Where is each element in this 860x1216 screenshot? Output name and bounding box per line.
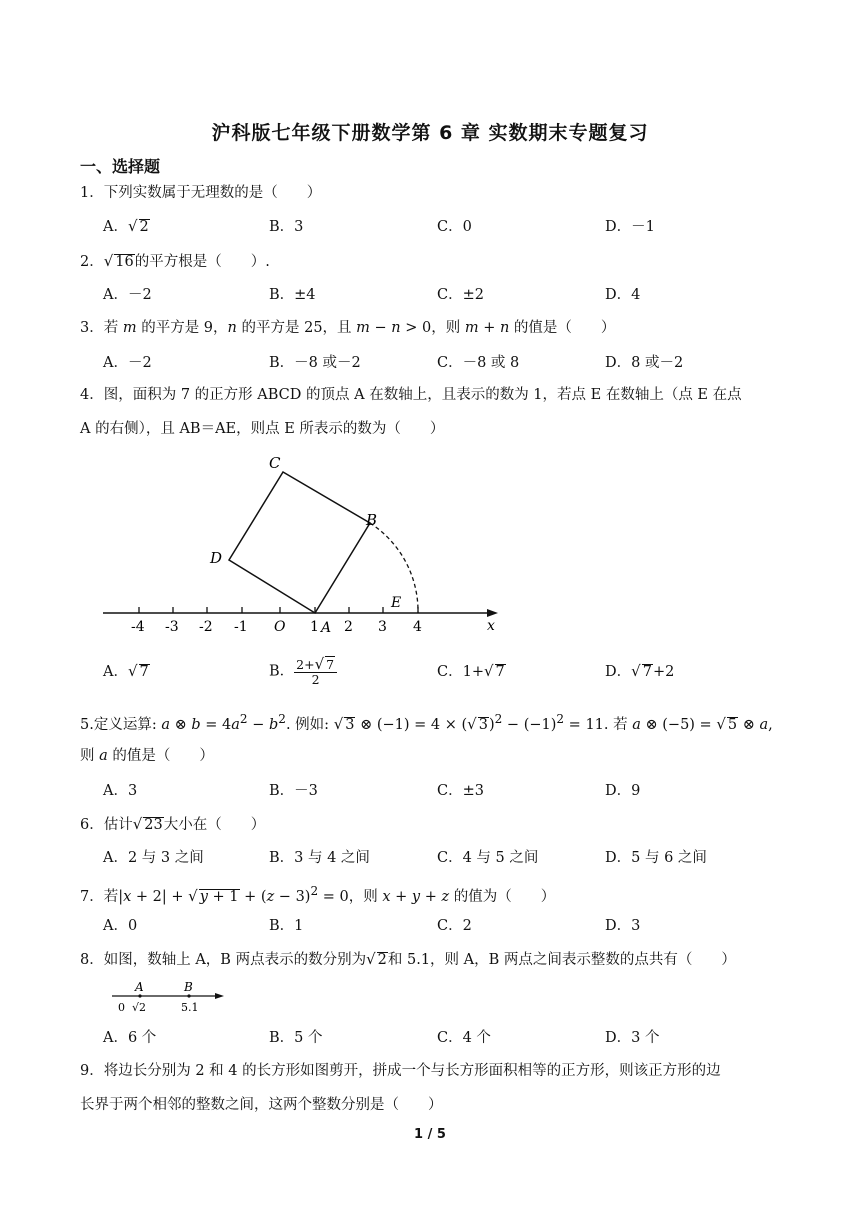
option-b: B．3 — [269, 219, 304, 235]
option-c: C．±3 — [437, 783, 484, 799]
option-a: A．√ 7 — [103, 662, 149, 680]
option-d: D．3 个 — [605, 1030, 660, 1046]
label-a: A — [321, 620, 332, 636]
tick-label: 3 — [378, 619, 387, 635]
question-9-line-2: 长界于两个相邻的整数之间，这两个整数分别是（ ） — [80, 1097, 443, 1113]
tick-label: -1 — [234, 619, 248, 635]
option-b: B．±4 — [269, 287, 316, 303]
option-a: A．－2 — [103, 355, 152, 371]
option-a: A．3 — [103, 783, 138, 799]
section-heading: 一、选择题 — [80, 157, 161, 176]
options-7 — [103, 914, 783, 936]
option-a: A．6 个 — [103, 1030, 157, 1046]
tick-label: O — [274, 619, 286, 635]
options-8 — [103, 1026, 783, 1048]
option-c: C．2 — [437, 918, 472, 934]
question-8: 8．如图，数轴上 A，B 两点表示的数分别为√ 2和 5.1，则 A，B 两点之间表示整数的点共有（ ） — [80, 950, 736, 968]
option-b: B． $\frac{2+√ 7}{2}$ — [269, 656, 337, 687]
option-d: D．9 — [605, 783, 641, 799]
option-b: B．－3 — [269, 783, 318, 799]
question-5-line-1: 5.定义运算: a ⊗ $b = 4a^2 - b^2$. 例如: √ 3 ⊗ (−1) = 4 × (√ $3)^2 - (-1)^2 = 11$. 若 a ⊗ (−5) = √ 5 ⊗ a, — [80, 712, 773, 733]
tick-label: -4 — [131, 619, 145, 635]
tick-label: 1 — [310, 619, 319, 635]
option-c: C．4 个 — [437, 1030, 491, 1046]
option-c: C．－8 或 8 — [437, 355, 520, 371]
label-b: B — [366, 511, 378, 529]
question-5-line-2: 则 a 的值是（ ） — [80, 748, 214, 764]
option-d: D．8 或－2 — [605, 355, 684, 371]
label-sqrt2: √2 — [132, 1001, 147, 1014]
options-1 — [103, 215, 783, 237]
option-d: D．√ 7+2 — [605, 662, 675, 680]
label-5-1: 5.1 — [181, 1001, 199, 1014]
label-b: B — [184, 980, 193, 994]
option-a: A．√ 2 — [103, 217, 149, 235]
page-number: 1 / 5 — [414, 1127, 446, 1142]
option-c: C．1+√ 7 — [437, 662, 505, 680]
options-5 — [103, 779, 783, 801]
label-d: D — [210, 549, 223, 567]
option-c: C．4 与 5 之间 — [437, 850, 539, 866]
tick-label: 2 — [344, 619, 353, 635]
question-6: 6．估计√ 23大小在（ ） — [80, 815, 266, 833]
page-title: 沪科版七年级下册数学第 6 章 实数期末专题复习 — [211, 122, 649, 144]
question-9-line-1: 9．将边长分别为 2 和 4 的长方形如图剪开，拼成一个与长方形面积相等的正方形，则该正方形的边 — [80, 1063, 721, 1079]
option-a: A．－2 — [103, 287, 152, 303]
tick-label: 4 — [413, 619, 422, 635]
question-1: 1．下列实数属于无理数的是（ ） — [80, 185, 322, 201]
tick-label: -2 — [199, 619, 213, 635]
question-4-line-2: A 的右侧），且 AB＝AE，则点 E 所表示的数为（ ） — [80, 421, 445, 437]
option-a: A．2 与 3 之间 — [103, 850, 204, 866]
number-line-figure — [95, 450, 515, 640]
question-2: 2．√ 16的平方根是（ ）. — [80, 252, 270, 270]
question-7: 7．若|x + 2| + √ $y + 1 + (z - 3)^2 = 0$，则 x + y + z 的值为（ ） — [80, 884, 556, 905]
option-b: B．1 — [269, 918, 304, 934]
option-d: D．5 与 6 之间 — [605, 850, 707, 866]
label-zero: 0 — [118, 1001, 125, 1014]
option-d: D．4 — [605, 287, 641, 303]
tick-label: -3 — [165, 619, 179, 635]
option-a: A．0 — [103, 918, 138, 934]
option-d: D．3 — [605, 918, 641, 934]
label-x: x — [487, 618, 495, 634]
option-b: B．－8 或－2 — [269, 355, 361, 371]
option-c: C．±2 — [437, 287, 484, 303]
label-c: C — [269, 454, 281, 472]
label-e: E — [391, 595, 402, 611]
options-2 — [103, 283, 783, 305]
options-3 — [103, 351, 783, 373]
question-3: 3．若 m 的平方是 9，n 的平方是 25，且 m − n > 0，则 m + n 的值是（ ） — [80, 320, 616, 336]
small-number-line-figure — [108, 978, 238, 1018]
option-c: C．0 — [437, 219, 472, 235]
options-4 — [103, 655, 783, 687]
option-d: D．－1 — [605, 219, 655, 235]
label-a: A — [135, 980, 144, 994]
options-6 — [103, 846, 783, 868]
option-b: B．3 与 4 之间 — [269, 850, 370, 866]
question-4-line-1: 4．图，面积为 7 的正方形 ABCD 的顶点 A 在数轴上，且表示的数为 1，若点 E 在数轴上（点 E 在点 — [80, 387, 742, 403]
option-b: B．5 个 — [269, 1030, 323, 1046]
